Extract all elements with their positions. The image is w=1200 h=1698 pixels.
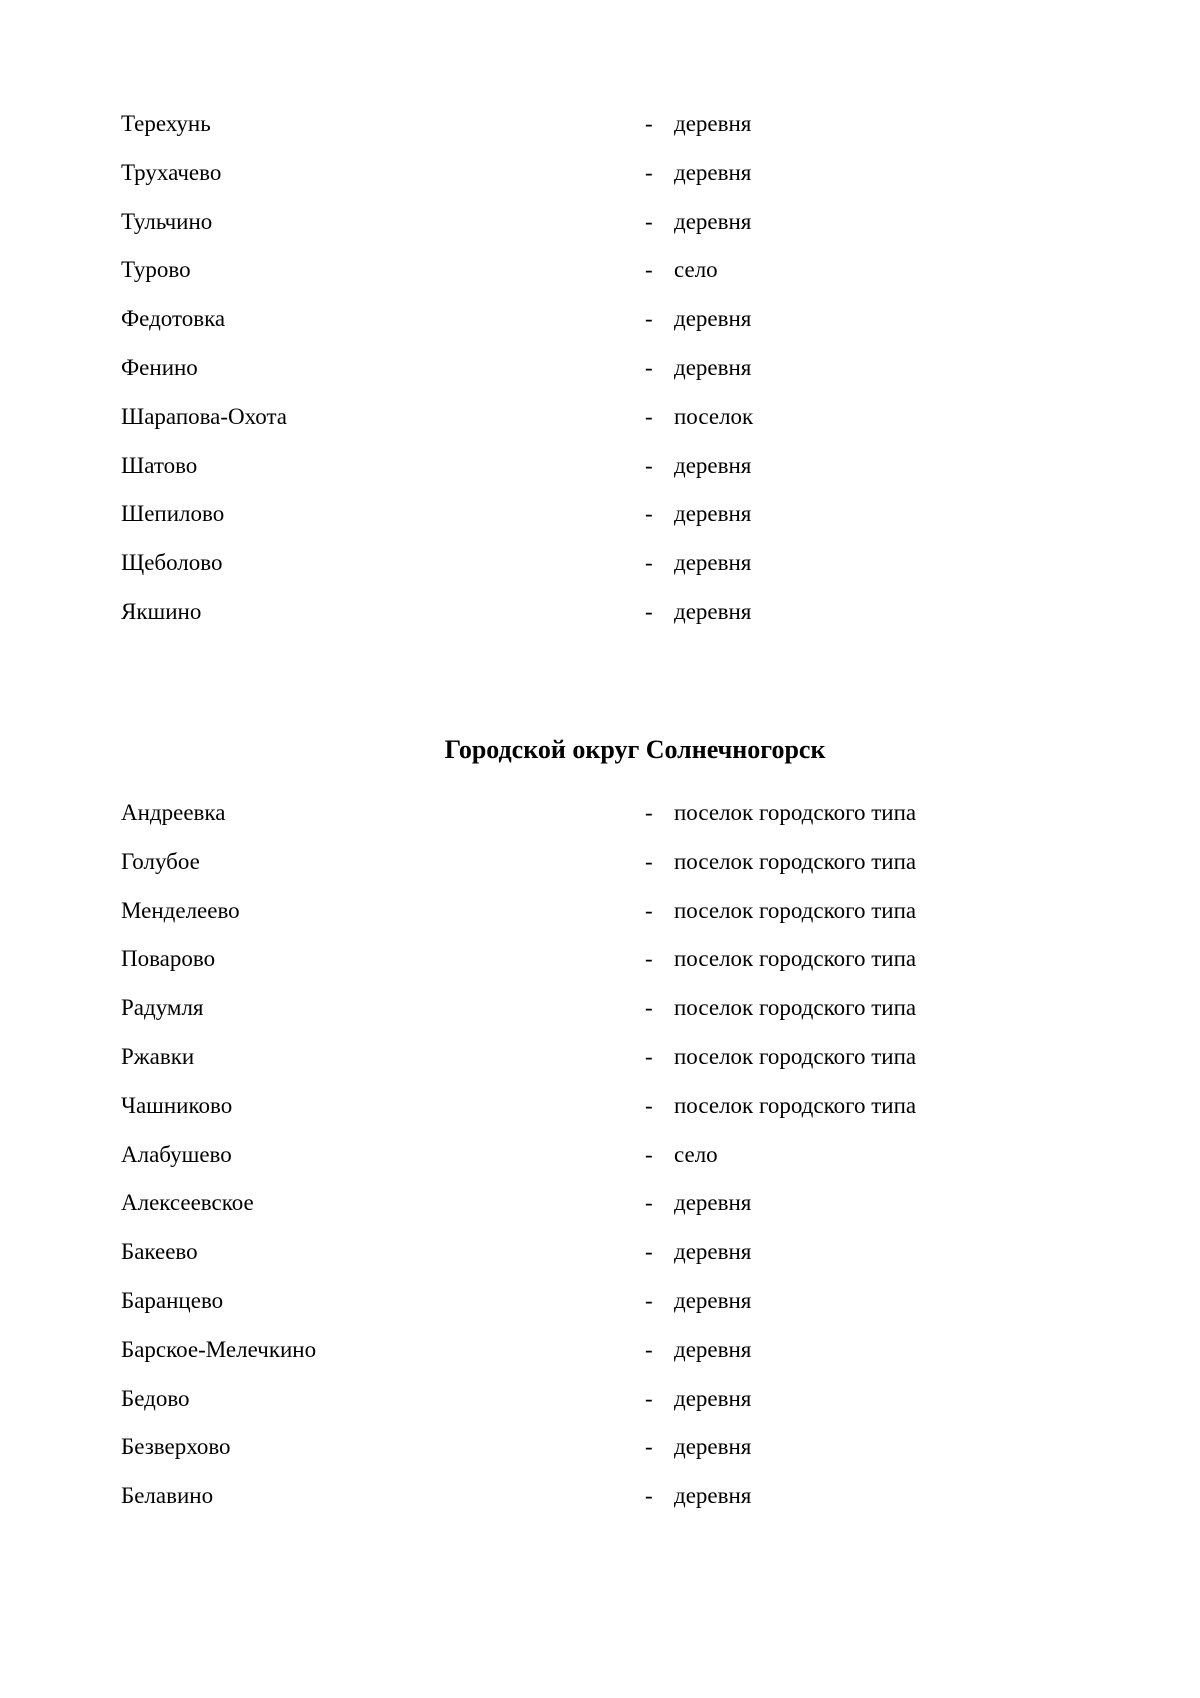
separator-dash: - <box>645 403 653 429</box>
settlement-type: деревня <box>674 354 752 380</box>
separator-dash: - <box>645 354 653 380</box>
settlement-name: Поварово <box>121 946 216 972</box>
list-item <box>121 206 1021 255</box>
separator-dash: - <box>645 501 653 527</box>
settlement-name: Алабушево <box>121 1141 232 1167</box>
list-item <box>121 352 1021 401</box>
settlement-name: Барское-Мелечкино <box>121 1336 317 1362</box>
settlement-type: поселок городского типа <box>674 897 917 923</box>
settlement-type: деревня <box>674 1287 752 1313</box>
settlement-name: Трухачево <box>121 159 222 185</box>
section-heading: Городской округ Солнечногорск <box>444 735 826 764</box>
settlement-name: Тульчино <box>121 208 213 234</box>
separator-dash: - <box>645 897 653 923</box>
list-item <box>121 401 1021 450</box>
list-item <box>121 450 1021 499</box>
settlement-name: Алексеевское <box>121 1190 254 1216</box>
settlement-type: поселок городского типа <box>674 946 917 972</box>
settlement-name: Терехунь <box>121 111 211 136</box>
separator-dash: - <box>645 1043 653 1069</box>
settlement-type: деревня <box>674 159 752 185</box>
settlement-type: село <box>674 1141 718 1167</box>
list-item <box>121 1334 1021 1383</box>
separator-dash: - <box>645 257 653 283</box>
separator-dash: - <box>645 550 653 576</box>
list-item <box>121 596 1021 645</box>
settlement-type: поселок городского типа <box>674 1043 917 1069</box>
separator-dash: - <box>645 1434 653 1460</box>
settlement-type: деревня <box>674 1239 752 1265</box>
settlement-name: Белавино <box>121 1483 214 1509</box>
list-item <box>121 1480 1021 1529</box>
list-item <box>121 1139 1021 1188</box>
settlement-type: деревня <box>674 1434 752 1460</box>
settlement-type: деревня <box>674 550 752 576</box>
settlement-type: деревня <box>674 111 752 136</box>
settlement-name: Фенино <box>121 354 198 380</box>
settlement-type: деревня <box>674 598 752 624</box>
list-item <box>121 1383 1021 1432</box>
settlement-type: поселок городского типа <box>674 1092 917 1118</box>
settlement-name: Шатово <box>121 452 198 478</box>
settlement-name: Бакеево <box>121 1239 198 1265</box>
separator-dash: - <box>645 946 653 972</box>
separator-dash: - <box>645 598 653 624</box>
list-item <box>121 797 1021 846</box>
separator-dash: - <box>645 159 653 185</box>
list-item <box>121 1187 1021 1236</box>
list-item <box>121 1431 1021 1480</box>
settlement-name: Менделеево <box>121 897 240 923</box>
settlement-type: деревня <box>674 1483 752 1509</box>
settlement-name: Шепилово <box>121 501 225 527</box>
settlement-name: Баранцево <box>121 1287 224 1313</box>
settlement-type: деревня <box>674 208 752 234</box>
settlement-name: Чашниково <box>121 1092 233 1118</box>
list-item <box>121 303 1021 352</box>
list-item <box>121 547 1021 596</box>
settlement-name: Шарапова-Охота <box>121 403 288 429</box>
separator-dash: - <box>645 1385 653 1411</box>
settlement-type: деревня <box>674 306 752 332</box>
settlement-name: Андреевка <box>121 800 226 825</box>
settlement-type: деревня <box>674 452 752 478</box>
separator-dash: - <box>645 1483 653 1509</box>
settlement-list-top <box>121 108 1021 645</box>
separator-dash: - <box>645 995 653 1021</box>
list-item <box>121 1041 1021 1090</box>
separator-dash: - <box>645 306 653 332</box>
separator-dash: - <box>645 452 653 478</box>
settlement-type: село <box>674 257 718 283</box>
separator-dash: - <box>645 848 653 874</box>
separator-dash: - <box>645 111 653 136</box>
list-item <box>121 108 1021 157</box>
list-item <box>121 1090 1021 1139</box>
list-item <box>121 846 1021 895</box>
settlement-type: поселок городского типа <box>674 848 917 874</box>
settlement-type: деревня <box>674 1385 752 1411</box>
separator-dash: - <box>645 1336 653 1362</box>
list-item <box>121 895 1021 944</box>
separator-dash: - <box>645 1092 653 1118</box>
list-item <box>121 992 1021 1041</box>
separator-dash: - <box>645 800 653 825</box>
settlement-name: Бедово <box>121 1385 190 1411</box>
separator-dash: - <box>645 1190 653 1216</box>
separator-dash: - <box>645 1287 653 1313</box>
list-item <box>121 943 1021 992</box>
list-item <box>121 1236 1021 1285</box>
list-item <box>121 157 1021 206</box>
settlement-name: Щеболово <box>121 550 223 576</box>
settlement-list-bottom <box>121 797 1021 1529</box>
settlement-type: деревня <box>674 1336 752 1362</box>
list-item <box>121 1285 1021 1334</box>
settlement-name: Ржавки <box>121 1043 195 1069</box>
list-item <box>121 254 1021 303</box>
settlement-type: деревня <box>674 501 752 527</box>
separator-dash: - <box>645 1239 653 1265</box>
separator-dash: - <box>645 208 653 234</box>
separator-dash: - <box>645 1141 653 1167</box>
settlement-type: поселок <box>674 403 754 429</box>
settlement-name: Турово <box>121 257 191 283</box>
settlement-type: поселок городского типа <box>674 800 917 825</box>
settlement-name: Радумля <box>121 995 204 1021</box>
settlement-name: Голубое <box>121 848 200 874</box>
settlement-name: Якшино <box>121 598 202 624</box>
list-item <box>121 498 1021 547</box>
settlement-type: деревня <box>674 1190 752 1216</box>
settlement-name: Безверхово <box>121 1434 231 1460</box>
settlement-type: поселок городского типа <box>674 995 917 1021</box>
settlement-name: Федотовка <box>121 306 226 332</box>
